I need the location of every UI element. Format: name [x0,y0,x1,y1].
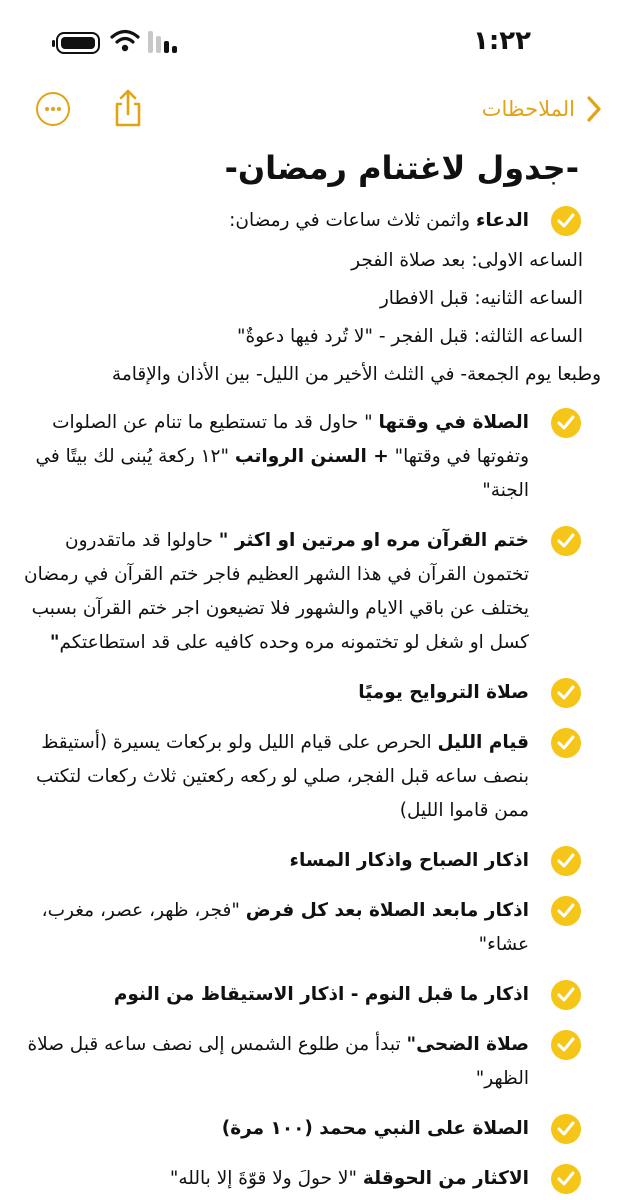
checklist-item-salawat [23,1112,583,1146]
status-time: ١:٢٢ [472,26,531,56]
share-icon[interactable] [112,88,144,128]
check-circle-icon[interactable] [551,526,581,556]
wifi-icon [110,28,140,54]
item-bold: صلاة التروايح يوميًا [358,682,529,703]
item-text: حاولوا قد ماتقدرون تختمون القرآن في هذا الشهر العظيم فاجر ختم القرآن في رمضان يختلف عن باقي الايام والشهور فلا تضيعون اجر ختم القرآن بسبب كسل او شغل لو تختمونه مره وحده كافيه على قد استطاعتكم [24,530,529,653]
note-line: الساعه الثالثه: قبل الفجر - "لا تُرد فيها دعوةٌ" [237,326,583,347]
status-bar [0,0,623,80]
item-text: واثمن ثلاث ساعات في رمضان: [229,210,476,231]
item-bold: اذكار ما قبل النوم - اذكار الاستيقاظ من النوم [113,984,529,1005]
item-bold: الصلاة في وقتها [378,412,529,433]
item-text: الحرص على قيام الليل ولو بركعات يسيرة (أستيقظ بنصف ساعه قبل الفجر، صلي لو ركعه ركعتين ثلاث ركعات لتكتب ممن قاموا الليل) [36,732,529,821]
check-circle-icon[interactable] [551,896,581,926]
back-button[interactable] [482,94,605,124]
note-body[interactable] [23,142,601,1196]
check-circle-icon[interactable] [551,408,581,438]
item-bold: " [49,632,60,653]
item-bold: اذكار مابعد الصلاة بعد كل فرض [245,900,529,921]
more-icon[interactable] [36,92,70,126]
back-label: الملاحظات [481,97,575,121]
item-text: "١٢ ركعة يُبنى لك بيتًا في الجنة" [35,446,529,501]
checklist-item-adhkar [23,844,583,878]
note-title: -جدول لاغتنام رمضان- [224,149,579,187]
item-text: تبدأ من طلوع الشمس إلى نصف ساعه قبل صلاة الظهر" [27,1034,529,1089]
checklist-item-hawqala [23,1162,583,1196]
checklist-item-sleep [23,978,583,1012]
item-bold: الصلاة على النبي محمد (١٠٠ مرة) [221,1118,529,1139]
item-bold: ختم القرآن مره او مرتين او اكثر " [218,530,529,551]
signal-icon [148,31,182,53]
checklist-item-duha [23,1028,583,1096]
check-circle-icon[interactable] [551,846,581,876]
item-text: "لا حولَ ولا قوّةَ إلا بالله" [169,1168,363,1189]
check-circle-icon[interactable] [551,1030,581,1060]
checklist-item-after-prayer [23,894,583,962]
note-line: الساعه الاولى: بعد صلاة الفجر [351,250,583,271]
check-circle-icon[interactable] [551,728,581,758]
check-circle-icon[interactable] [551,678,581,708]
note-line: الساعه الثانيه: قبل الافطار [379,288,583,309]
item-bold: + السنن الرواتب [234,446,389,467]
battery-icon [56,32,100,54]
note-line: وطبعا يوم الجمعة- في الثلث الأخير من الليل- بين الأذان والإقامة [111,364,601,385]
item-bold: الدعاء [475,210,529,231]
checklist-item-quran [23,524,583,660]
check-circle-icon[interactable] [551,1114,581,1144]
item-bold: صلاة الضحى" [406,1034,529,1055]
check-circle-icon[interactable] [551,1164,581,1194]
check-circle-icon[interactable] [551,980,581,1010]
check-circle-icon[interactable] [551,206,581,236]
item-bold: اذكار الصباح واذكار المساء [289,850,529,871]
item-bold: الاكثار من الحوقلة [362,1168,529,1189]
checklist-item-taraweeh [23,676,583,710]
item-text: " حاول قد ما تستطيع ما تنام عن الصلوات وتفوتها في وقتها" [52,412,529,467]
checklist-item-qiyam [23,726,583,828]
nav-bar [0,80,623,140]
item-bold: قيام الليل [437,732,529,753]
chevron-left-icon [583,94,605,124]
item-text: "فجر، ظهر، عصر، مغرب، عشاء" [41,900,529,955]
checklist-item-salah [23,406,583,508]
checklist-item-dua [23,204,583,238]
